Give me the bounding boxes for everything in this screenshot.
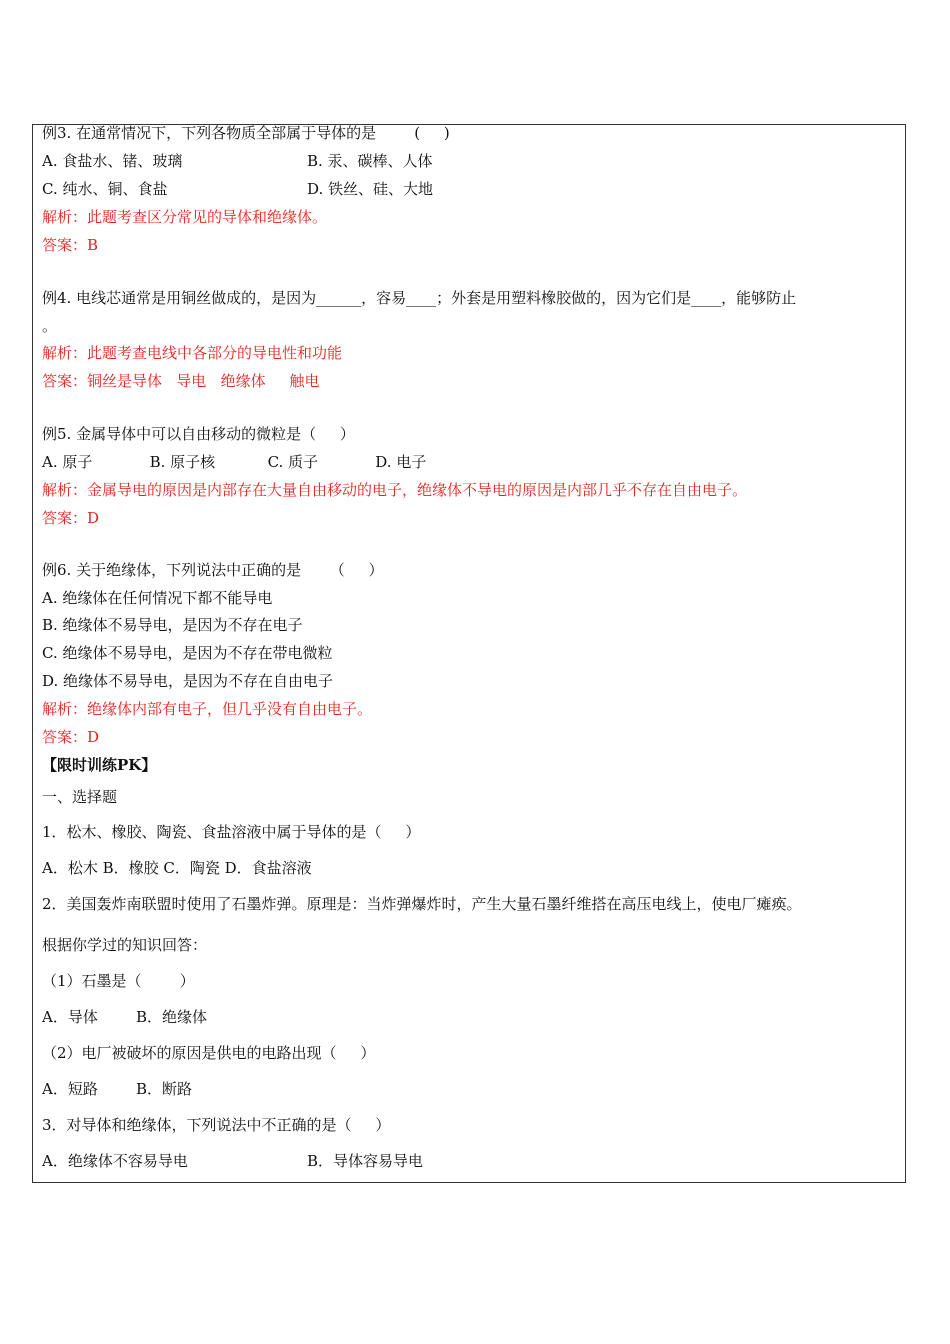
ex6-option-d: D. 绝缘体不易导电，是因为不存在自由电子: [42, 672, 334, 690]
q2-2-text: （2）电厂被破坏的原因是供电的电路出现（ ）: [42, 1044, 376, 1062]
q3-option-a: A．绝缘体不容易导电: [42, 1152, 188, 1170]
practice-heading: 【限时训练PK】: [42, 756, 157, 774]
q1-options: A．松木 B．橡胶 C．陶瓷 D．食盐溶液: [42, 859, 312, 877]
ex6-option-c: C. 绝缘体不易导电，是因为不存在带电微粒: [42, 644, 333, 662]
q3-text: 3．对导体和绝缘体，下列说法中不正确的是（ ）: [42, 1116, 391, 1134]
ex4-question-tail: 。: [42, 317, 58, 335]
ex5-question: 例5. 金属导体中可以自由移动的微粒是（ ）: [42, 425, 355, 443]
q3-option-b: B．导体容易导电: [307, 1152, 424, 1170]
ex3-option-d: D. 铁丝、硅、大地: [307, 180, 434, 198]
q2-1-options: A．导体 B．绝缘体: [42, 1008, 208, 1026]
ex3-analysis: 解析：此题考查区分常见的导体和绝缘体。: [42, 208, 328, 226]
q2-text: 2．美国轰炸南联盟时使用了石墨炸弹。原理是：当炸弹爆炸时，产生大量石墨纤维搭在高压电线上，使电厂瘫痪。: [42, 895, 802, 913]
ex3-option-b: B. 汞、碳棒、人体: [307, 152, 433, 170]
q1-text: 1．松木、橡胶、陶瓷、食盐溶液中属于导体的是（ ）: [42, 823, 421, 841]
section-title: 一、选择题: [42, 788, 118, 806]
ex4-analysis: 解析：此题考查电线中各部分的导电性和功能: [42, 344, 343, 362]
ex5-options: A. 原子 B. 原子核 C. 质子 D. 电子: [42, 453, 427, 471]
ex6-question: 例6. 关于绝缘体，下列说法中正确的是 （ ）: [42, 561, 384, 579]
ex4-question: 例4. 电线芯通常是用铜丝做成的，是因为______，容易____；外套是用塑料橡胶做的，因为它们是____，能够防止: [42, 289, 797, 307]
ex3-answer: 答案：B: [42, 236, 99, 254]
q2-lead: 根据你学过的知识回答：: [42, 936, 208, 954]
ex6-answer: 答案：D: [42, 728, 100, 746]
ex6-option-b: B. 绝缘体不易导电，是因为不存在电子: [42, 616, 303, 634]
q2-1-text: （1）石墨是（ ）: [42, 972, 195, 990]
ex6-option-a: A. 绝缘体在任何情况下都不能导电: [42, 589, 273, 607]
ex3-option-a: A. 食盐水、锗、玻璃: [42, 152, 183, 170]
ex3-option-c: C. 纯水、铜、食盐: [42, 180, 168, 198]
ex4-answer: 答案：铜丝是导体 导电 绝缘体 触电: [42, 372, 320, 390]
ex6-analysis: 解析：绝缘体内部有电子，但几乎没有自由电子。: [42, 700, 373, 718]
ex3-question: 例3. 在通常情况下，下列各物质全部属于导体的是 ( ): [42, 124, 450, 142]
ex5-analysis: 解析：金属导电的原因是内部存在大量自由移动的电子，绝缘体不导电的原因是内部几乎不存在自由电子。: [42, 481, 748, 499]
ex5-answer: 答案：D: [42, 509, 100, 527]
q2-2-options: A．短路 B．断路: [42, 1080, 193, 1098]
